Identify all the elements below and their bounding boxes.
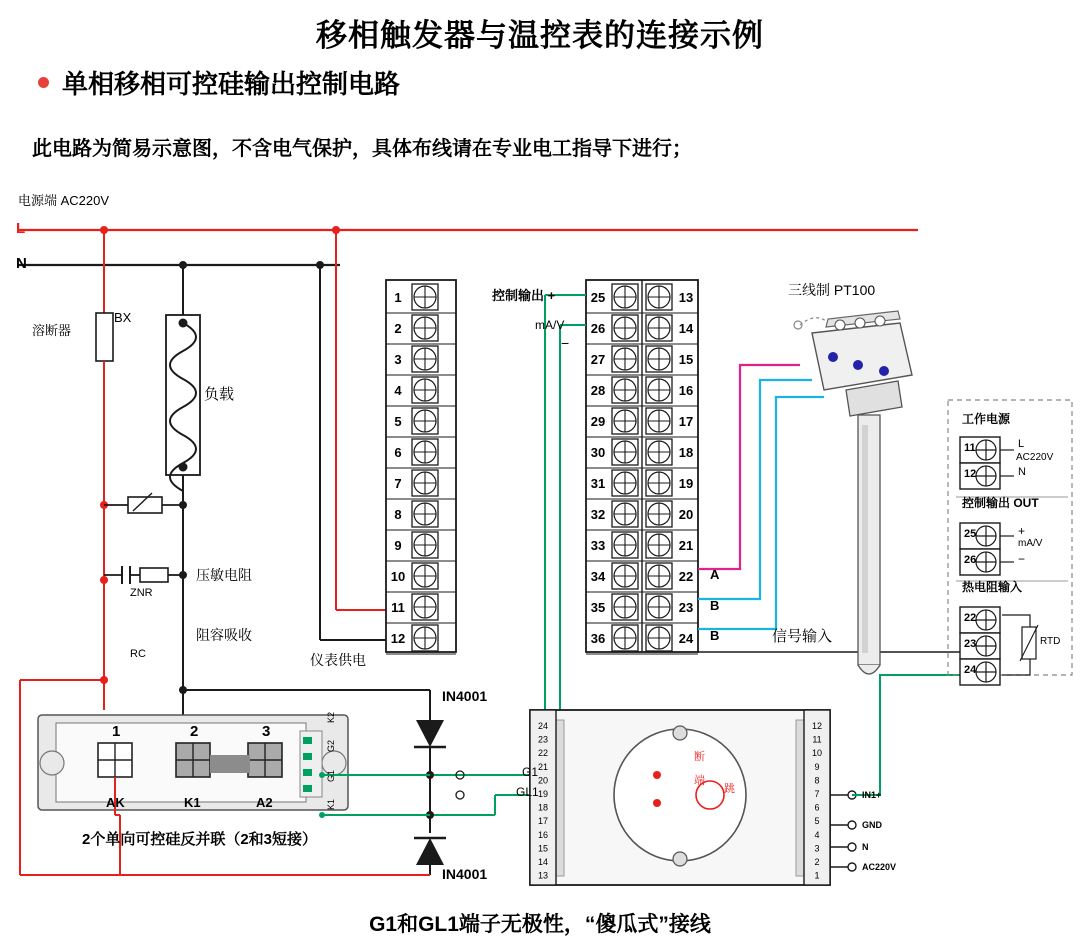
meter-terminal-12: 12 bbox=[390, 631, 406, 646]
scr-term-num-1: 1 bbox=[112, 723, 121, 740]
legend-mark-plus: + bbox=[1018, 524, 1026, 538]
trigger-terminal-7: 7 bbox=[814, 789, 820, 799]
trigger-mark-ac220v: AC220V bbox=[862, 862, 897, 872]
line-L-label: L bbox=[16, 220, 26, 237]
scr-term-name-K1: K1 bbox=[184, 795, 201, 810]
scr-term-num-3: 3 bbox=[262, 723, 271, 740]
trigger-terminal-8: 8 bbox=[814, 775, 820, 786]
scr-term-name-AK: AK bbox=[106, 795, 125, 810]
pt100-sensor bbox=[794, 311, 912, 674]
legend-term-24: 24 bbox=[964, 664, 977, 676]
meter-terminal-11: 11 bbox=[391, 600, 405, 615]
meter-terminal-5: 5 bbox=[394, 414, 402, 429]
meter-terminal-3: 3 bbox=[394, 352, 402, 367]
trigger-terminal-9: 9 bbox=[814, 761, 820, 772]
meter-terminal-14: 14 bbox=[678, 321, 694, 336]
meter-power-label: 仪表供电 bbox=[310, 652, 366, 668]
trigger-terminal-13: 13 bbox=[537, 870, 549, 881]
trigger-dial-label-3: 跳 bbox=[724, 783, 735, 795]
trigger-terminal-2: 2 bbox=[814, 857, 820, 867]
meter-terminal-16: 16 bbox=[678, 383, 694, 398]
legend-mark-N: N bbox=[1018, 466, 1026, 478]
meter-terminal-28: 28 bbox=[590, 383, 606, 398]
meter-terminal-25: 25 bbox=[590, 290, 606, 305]
legend-term-11: 11 bbox=[964, 442, 976, 454]
meter-terminal-34: 34 bbox=[590, 569, 606, 584]
scr-note: 2个单向可控硅反并联（2和3短接） bbox=[82, 831, 318, 848]
meter-terminal-15: 15 bbox=[678, 352, 694, 367]
legend-mark-L: L bbox=[1018, 438, 1025, 450]
meter-terminal-29: 29 bbox=[590, 414, 606, 429]
legend-term-26: 26 bbox=[964, 554, 977, 566]
subtitle-note: 此电路为简易示意图，不含电气保护，具体布线请在专业电工指导下进行； bbox=[32, 138, 692, 160]
meter-terminal-4: 4 bbox=[394, 383, 402, 398]
trigger-mark-n: N bbox=[862, 842, 869, 852]
legend-rtd-title: 热电阻输入 bbox=[962, 580, 1023, 594]
trigger-terminal-21: 21 bbox=[537, 761, 549, 772]
legend-control-out-title: 控制输出 OUT bbox=[962, 496, 1039, 510]
trigger-dial-label-2: 端 bbox=[694, 775, 705, 787]
meter-terminal-33: 33 bbox=[590, 538, 606, 553]
trigger-terminal-20: 20 bbox=[537, 775, 549, 786]
trigger-mark-in1: IN1+ bbox=[862, 790, 882, 800]
meter-terminal-22: 22 bbox=[678, 569, 694, 584]
meter-left-terminal-block bbox=[386, 280, 456, 654]
meter-terminal-31: 31 bbox=[590, 476, 606, 491]
load-label: 负载 bbox=[204, 386, 235, 403]
legend-mark-minus: − bbox=[1018, 552, 1026, 566]
signal-b1-label: B bbox=[710, 598, 720, 613]
scr-side-label-K2: K2 bbox=[326, 711, 336, 723]
legend-work-power-title: 工作电源 bbox=[962, 412, 1011, 426]
meter-terminal-24: 24 bbox=[678, 631, 694, 646]
legend-term-22: 22 bbox=[964, 612, 977, 624]
trigger-terminal-3: 3 bbox=[814, 843, 820, 854]
meter-terminal-32: 32 bbox=[590, 507, 606, 522]
control-output-minus-label: − bbox=[561, 335, 570, 351]
trigger-terminal-11: 11 bbox=[812, 734, 822, 745]
meter-terminal-9: 9 bbox=[394, 538, 402, 553]
trigger-terminal-10: 10 bbox=[811, 748, 823, 759]
varistor-tag-label: ZNR bbox=[130, 587, 153, 599]
meter-terminal-26: 26 bbox=[590, 321, 606, 336]
trigger-terminal-17: 17 bbox=[537, 816, 549, 827]
scr-side-label-G2: G2 bbox=[326, 739, 336, 752]
trigger-terminal-24: 24 bbox=[537, 721, 549, 731]
line-N-label: N bbox=[16, 255, 27, 272]
meter-right-terminal-block bbox=[586, 280, 698, 654]
varistor-label: 压敏电阻 bbox=[196, 567, 252, 583]
meter-terminal-8: 8 bbox=[394, 507, 402, 522]
trigger-terminal-18: 18 bbox=[537, 802, 549, 813]
trigger-terminal-12: 12 bbox=[811, 721, 823, 731]
trigger-terminal-16: 16 bbox=[537, 829, 549, 840]
legend-term-23: 23 bbox=[964, 638, 977, 650]
meter-terminal-1: 1 bbox=[394, 290, 402, 305]
diode-top-label: IN4001 bbox=[442, 688, 488, 704]
legend-term-12: 12 bbox=[964, 468, 977, 480]
scr-term-name-A2: A2 bbox=[256, 795, 273, 810]
trigger-terminal-19: 19 bbox=[537, 789, 549, 799]
trigger-dial-label-1: 断 bbox=[694, 751, 705, 763]
phase-shift-trigger-unit bbox=[530, 665, 960, 885]
trigger-terminal-22: 22 bbox=[537, 748, 549, 759]
meter-terminal-2: 2 bbox=[394, 321, 402, 336]
signal-input-label: 信号输入 bbox=[772, 628, 833, 645]
scr-side-label-K1: K1 bbox=[326, 798, 336, 810]
pt100-title: 三线制 PT100 bbox=[788, 282, 876, 298]
meter-terminal-18: 18 bbox=[678, 445, 694, 460]
scr-term-num-2: 2 bbox=[190, 723, 199, 740]
signal-b2-label: B bbox=[710, 628, 720, 643]
meter-terminal-17: 17 bbox=[678, 414, 694, 429]
power-source-label: 电源端 AC220V bbox=[18, 193, 110, 208]
meter-terminal-27: 27 bbox=[590, 352, 606, 367]
trigger-mark-gnd: GND bbox=[862, 820, 882, 830]
meter-terminal-20: 20 bbox=[678, 507, 694, 522]
trigger-terminal-15: 15 bbox=[537, 843, 549, 854]
meter-terminal-21: 21 bbox=[678, 538, 694, 553]
fuse-label: 溶断器 bbox=[32, 323, 72, 338]
meter-terminal-13: 13 bbox=[678, 290, 694, 305]
legend-rtd-mark: RTD bbox=[1040, 636, 1061, 647]
legend-mav-note: mA/V bbox=[1018, 538, 1043, 549]
bullet-heading-label: 单相移相可控硅输出控制电路 bbox=[62, 69, 401, 99]
control-output-mav-label: mA/V bbox=[535, 318, 565, 332]
trigger-terminal-1: 1 bbox=[814, 870, 820, 881]
signal-a-label: A bbox=[710, 567, 720, 582]
snubber-tag-label: RC bbox=[130, 648, 146, 660]
bullet-dot-icon bbox=[38, 77, 49, 88]
footer-caption: G1和GL1端子无极性，“傻瓜式”接线 bbox=[369, 913, 711, 936]
diode-bottom-label: IN4001 bbox=[442, 866, 488, 882]
trigger-g1-label: G1 bbox=[522, 765, 539, 779]
meter-terminal-6: 6 bbox=[394, 445, 402, 460]
legend-ac220v-note: AC220V bbox=[1016, 452, 1054, 463]
trigger-terminal-6: 6 bbox=[814, 802, 820, 813]
legend-term-25: 25 bbox=[964, 528, 977, 540]
meter-terminal-10: 10 bbox=[390, 569, 406, 584]
meter-terminal-7: 7 bbox=[394, 476, 402, 491]
fuse-tag-label: BX bbox=[114, 310, 132, 325]
trigger-terminal-4: 4 bbox=[814, 829, 820, 840]
page-title: 移相触发器与温控表的连接示例 bbox=[316, 18, 764, 53]
trigger-terminal-5: 5 bbox=[814, 816, 820, 827]
trigger-terminal-23: 23 bbox=[537, 734, 549, 745]
meter-terminal-35: 35 bbox=[590, 600, 606, 615]
meter-terminal-19: 19 bbox=[678, 476, 694, 491]
control-output-plus-label: 控制输出 + bbox=[492, 288, 556, 303]
scr-side-label-G1: G1 bbox=[326, 769, 336, 782]
meter-terminal-30: 30 bbox=[590, 445, 606, 460]
scr-module bbox=[38, 715, 430, 875]
trigger-gl1-label: GL1 bbox=[516, 785, 539, 799]
bullet-heading bbox=[38, 64, 400, 101]
meter-terminal-23: 23 bbox=[678, 600, 694, 615]
trigger-terminal-14: 14 bbox=[537, 857, 549, 867]
snubber-label: 阻容吸收 bbox=[196, 627, 252, 643]
meter-terminal-36: 36 bbox=[590, 631, 606, 646]
